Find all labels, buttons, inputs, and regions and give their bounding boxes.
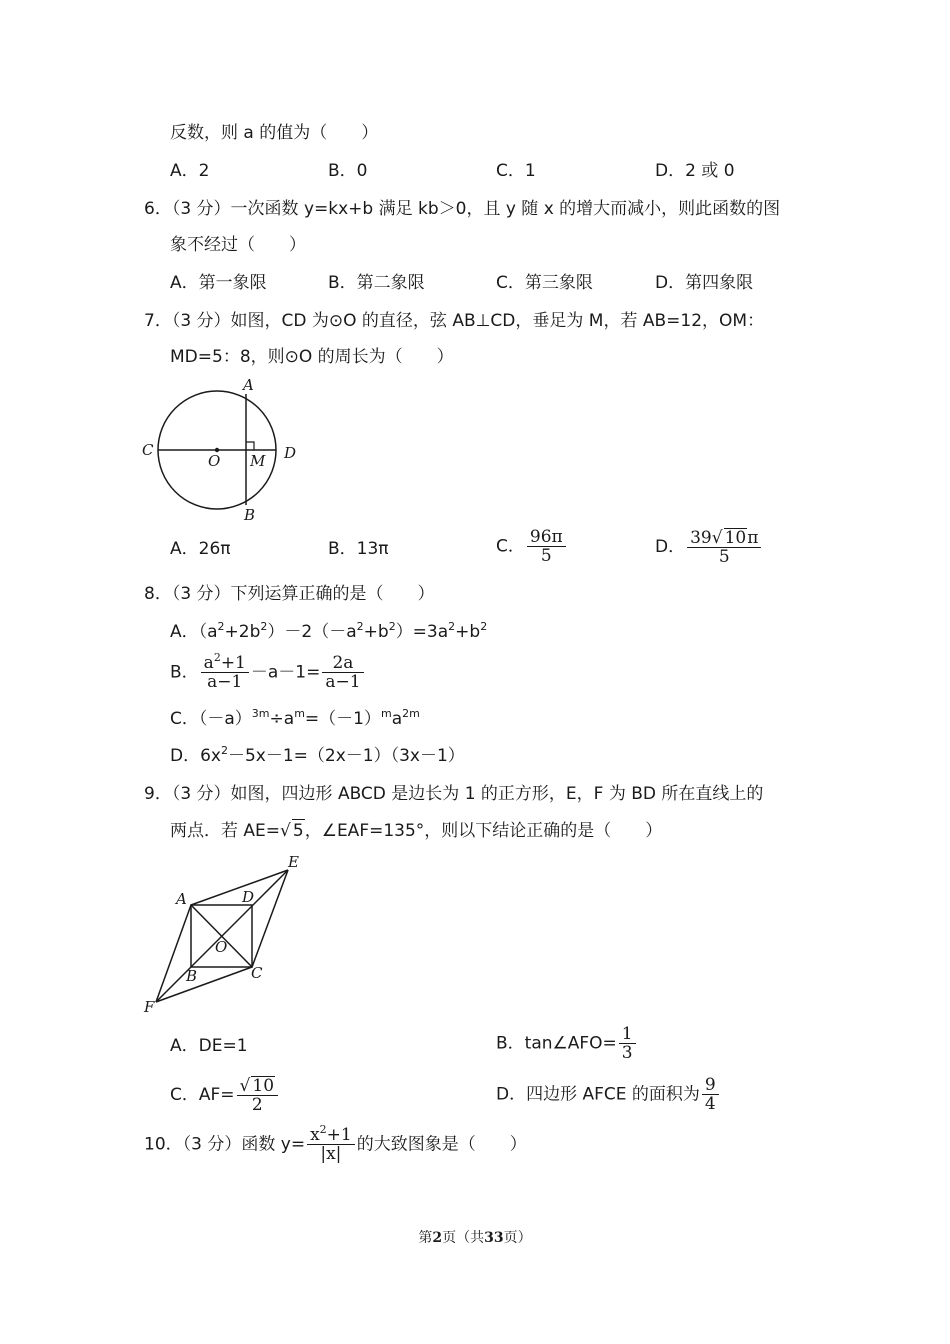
q9-option-a[interactable]: A．DE=1 <box>170 1036 248 1056</box>
q9-b-fraction: $\frac{1}{3}$ <box>619 1025 636 1062</box>
q9-option-c[interactable]: C．AF= $\frac{√ 10}{2}$ <box>170 1076 280 1114</box>
label-c: C <box>142 441 154 459</box>
q5-option-c[interactable]: C．1 <box>496 161 536 181</box>
q8-b-fraction-right: $\frac{2a}{a-1}$ <box>322 654 363 691</box>
q7-option-c-label: C． <box>496 536 525 557</box>
q7-option-c-fraction: $\frac{96\pi}{5}$ <box>527 528 566 565</box>
q7-stem-line2: MD=5：8，则⊙O 的周长为（ ） <box>170 347 454 367</box>
q8-option-c[interactable]: C．$(-a)^{3m}\div a^m=(-1)^ma^{2m}$ <box>170 707 420 729</box>
label-d: D <box>242 888 255 906</box>
q6-option-c[interactable]: C．第三象限 <box>496 273 593 293</box>
segment-cf <box>156 967 252 1002</box>
q8-stem: 8．（3 分）下列运算正确的是（ ） <box>144 584 435 604</box>
label-m: M <box>250 452 266 470</box>
segment-af <box>156 905 191 1002</box>
label-b: B <box>244 506 256 524</box>
q6-stem-line2: 象不经过（ ） <box>170 235 306 255</box>
q8-option-d[interactable]: D．$6x^2-5x-1=(2x-1)(3x-1)$ <box>170 744 465 766</box>
label-b: B <box>186 967 198 985</box>
q7-stem-line1: 7．（3 分）如图，CD 为⊙O 的直径，弦 AB⊥CD，垂足为 M，若 AB=12，OM： <box>144 311 765 331</box>
q10-fraction: $\frac{x^2+1}{|x|}$ <box>307 1126 355 1163</box>
label-c: C <box>251 964 263 982</box>
label-f: F <box>144 998 155 1016</box>
q9-option-d[interactable]: D．四边形 AFCE 的面积为 $\frac{9}{4}$ <box>496 1076 721 1113</box>
q9-stem-line2: 两点．若 AE=√ 5，∠EAF=135°，则以下结论正确的是（ ） <box>170 821 663 841</box>
q8-option-b[interactable]: B． $\frac{a^2+1}{a-1}$ －a－1= $\frac{2a}{a-1}$ <box>170 654 366 691</box>
q7-option-d-label: D． <box>655 537 686 557</box>
q6-option-d[interactable]: D．第四象限 <box>655 273 754 293</box>
segment-ce <box>252 870 288 967</box>
q6-option-a[interactable]: A．第一象限 <box>170 273 267 293</box>
q5-option-a[interactable]: A．2 <box>170 161 210 181</box>
label-a: A <box>176 890 187 908</box>
label-a: A <box>243 376 254 394</box>
label-e: E <box>288 853 299 871</box>
q7-option-d-fraction: $\frac{39√ 10\pi}{5}$ <box>687 528 761 566</box>
right-angle-mark <box>246 442 254 450</box>
page-footer: 第2页（共33页） <box>418 1230 532 1246</box>
q10-stem: 10．（3 分）函数 y= $\frac{x^2+1}{|x|}$ 的大致图象是（ ） <box>144 1123 527 1164</box>
q7-option-a[interactable]: A．26π <box>170 539 231 559</box>
q7-option-c[interactable] <box>496 528 568 565</box>
q5-stem-continuation: 反数，则 a 的值为（ ） <box>170 123 379 143</box>
q9-c-fraction: $\frac{√ 10}{2}$ <box>237 1076 278 1114</box>
segment-ae <box>191 870 288 905</box>
q8-option-a[interactable]: A．$(a^2+2b^2)-2(-a^2+b^2)=3a^2+b^2$ <box>170 620 488 642</box>
label-o: O <box>208 452 221 470</box>
q5-option-b[interactable]: B．0 <box>328 161 368 181</box>
q9-square-figure <box>138 850 308 1020</box>
q9-stem-line1: 9．（3 分）如图，四边形 ABCD 是边长为 1 的正方形，E，F 为 BD 所在直线上的 <box>144 784 764 804</box>
q6-option-b[interactable]: B．第二象限 <box>328 273 425 293</box>
q7-circle-figure <box>138 372 308 528</box>
q7-option-b[interactable]: B．13π <box>328 539 389 559</box>
label-o: O <box>215 938 228 956</box>
q5-option-d[interactable]: D．2 或 0 <box>655 161 735 181</box>
q8-b-fraction-left: $\frac{a^2+1}{a-1}$ <box>201 654 249 691</box>
q9-option-b[interactable]: B．tan∠AFO= $\frac{1}{3}$ <box>496 1025 638 1062</box>
q9-d-fraction: $\frac{9}{4}$ <box>702 1076 719 1113</box>
label-d: D <box>284 444 297 462</box>
q7-option-d[interactable] <box>655 528 763 566</box>
q6-stem-line1: 6．（3 分）一次函数 y=kx+b 满足 kb＞0，且 y 随 x 的增大而减小，则此函数的图 <box>144 199 781 219</box>
